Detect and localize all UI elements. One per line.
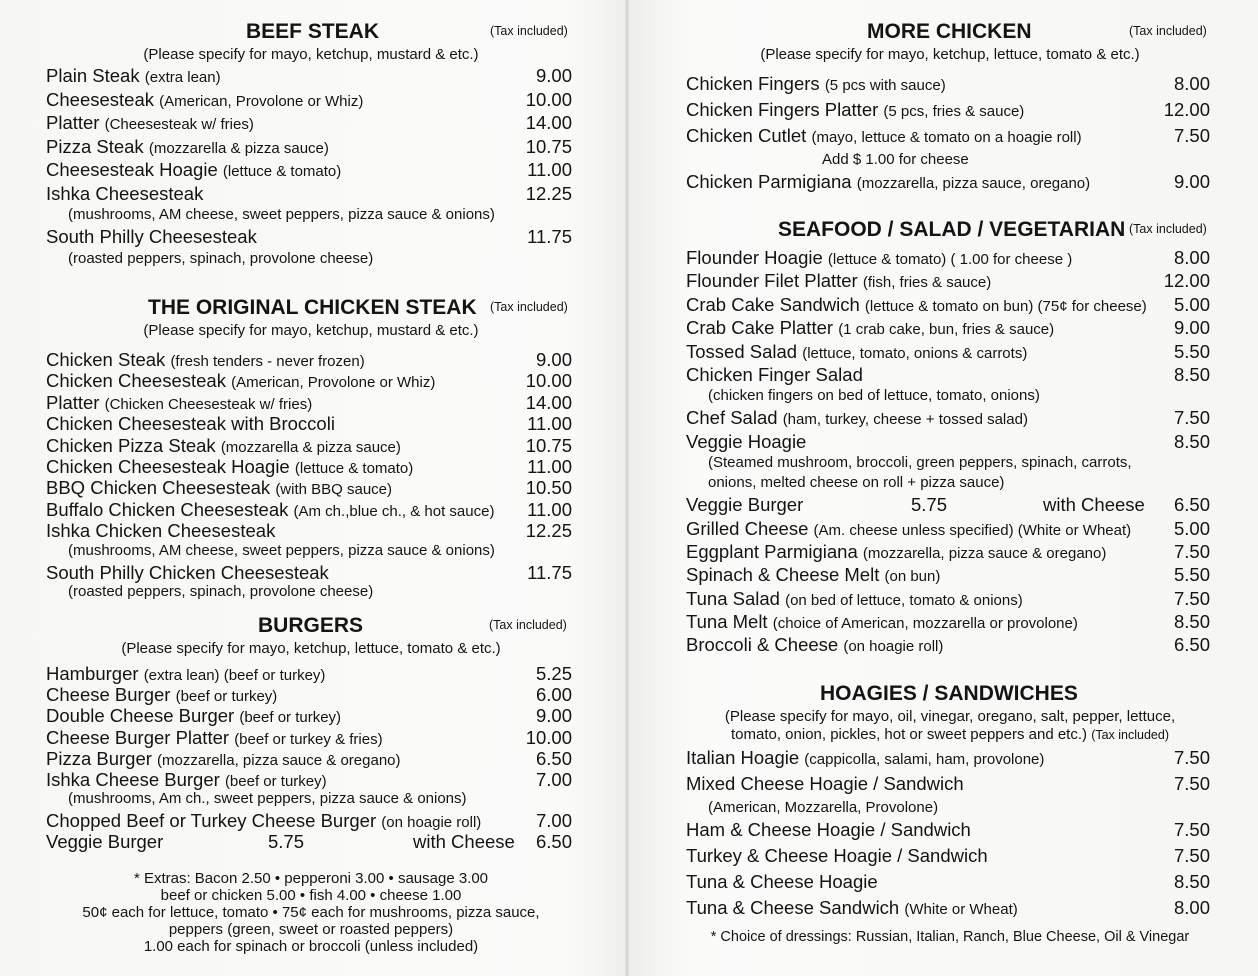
menu-list <box>686 246 1214 657</box>
item-subdescription: (roasted peppers, spinach, provolone cheese) <box>68 582 374 600</box>
burgers-section <box>46 614 576 851</box>
item-description: (fish, fries & sauce) <box>862 274 992 292</box>
item-option: with Cheese <box>413 831 515 853</box>
item-name: Ham & Cheese Hoagie / Sandwich <box>686 819 971 840</box>
menu-item <box>686 818 1214 844</box>
menu-item <box>686 563 1214 586</box>
menu-item <box>686 124 1214 150</box>
item-name: Platter <box>46 112 100 133</box>
menu-item <box>46 391 576 412</box>
item-name-group <box>686 406 1028 431</box>
section-note: (Please specify for mayo, oil, vinegar, oregano, salt, pepper, lettuce, <box>724 708 1176 725</box>
item-name: Plain Steak <box>46 65 140 86</box>
item-price: 9.00 <box>535 65 572 86</box>
item-name: Double Cheese Burger <box>46 705 235 727</box>
item-price: 7.50 <box>1173 407 1210 429</box>
menu-item <box>686 633 1214 656</box>
item-description: (lettuce, tomato, onions & carrots) <box>802 344 1028 362</box>
item-name: Chicken Cheesesteak Hoagie <box>46 455 290 477</box>
item-description: (beef or turkey) <box>175 688 278 706</box>
menu-item <box>46 88 576 112</box>
item-subdescription: (mushrooms, AM cheese, sweet peppers, pizza sauce & onions) <box>68 541 495 559</box>
item-name: Crab Cake Platter <box>686 317 834 339</box>
section-note: (Please specify for mayo, ketchup, mustard & etc.) <box>143 46 479 63</box>
item-name-group <box>46 135 329 160</box>
item-name: Ishka Chicken Cheesesteak <box>46 520 276 542</box>
item-name: Cheese Burger Platter <box>46 726 230 748</box>
item-price: 11.75 <box>527 226 572 247</box>
item-name-group <box>46 768 327 793</box>
item-price: 7.00 <box>535 768 572 790</box>
item-name-group <box>46 225 257 248</box>
item-price: 5.25 <box>535 663 572 684</box>
item-name-group <box>686 540 1106 565</box>
item-name-group <box>686 517 1131 542</box>
section-note: (Please specify for mayo, ketchup, mustard & etc.) <box>143 322 479 339</box>
item-price: 8.50 <box>1173 363 1210 385</box>
menu-item <box>686 517 1214 540</box>
section-header <box>686 682 1214 708</box>
item-name-group <box>686 363 863 386</box>
item-price: 5.00 <box>1173 517 1210 539</box>
item-name-group <box>686 633 943 658</box>
menu-item <box>686 72 1214 98</box>
item-price: 12.25 <box>525 182 572 204</box>
menu-item <box>46 519 576 540</box>
item-subdescription: (Steamed mushroom, broccoli, green peppers, spinach, carrots, <box>708 454 1132 472</box>
item-name-group <box>686 896 1018 921</box>
menu-list <box>686 72 1214 196</box>
more-chicken-section <box>686 20 1214 196</box>
section-title: HOAGIES / SANDWICHES <box>820 682 1078 705</box>
menu-item <box>686 587 1214 610</box>
item-name-group <box>686 430 806 453</box>
beef-steak-section <box>46 20 576 269</box>
item-name: Chicken Fingers <box>686 73 820 94</box>
menu-list <box>46 662 576 830</box>
item-name: Veggie Burger <box>46 831 164 853</box>
extras-line: 50¢ each for lettuce, tomato • 75¢ each for mushrooms, pizza sauce, <box>82 904 540 921</box>
menu-item <box>46 225 576 249</box>
item-name: Chopped Beef or Turkey Cheese Burger <box>46 810 377 832</box>
item-name-group <box>686 340 1027 365</box>
menu-item <box>686 746 1214 772</box>
extras-note <box>46 870 576 955</box>
item-price: 11.75 <box>527 561 572 583</box>
item-price: 6.00 <box>535 684 572 706</box>
item-name-group <box>46 111 254 136</box>
item-subdescription: (American, Mozzarella, Provolone) <box>708 799 939 816</box>
tax-note: (Tax included) <box>489 618 567 632</box>
item-price: 10.00 <box>525 726 572 748</box>
item-name-group <box>686 772 964 795</box>
menu-item <box>46 64 576 88</box>
item-name: Tuna & Cheese Hoagie <box>686 871 878 892</box>
item-name: Ishka Cheese Burger <box>46 768 220 790</box>
menu-item <box>686 430 1214 453</box>
item-description: (lettuce & tomato on bun) (75¢ for cheese) <box>864 297 1147 315</box>
item-name: Chicken Steak <box>46 349 166 370</box>
section-title: BEEF STEAK <box>246 20 380 43</box>
item-name: South Philly Cheesesteak <box>46 226 257 247</box>
extras-line: beef or chicken 5.00 • fish 4.00 • cheese 1.00 <box>160 887 462 904</box>
menu-item <box>686 269 1214 292</box>
item-name: Broccoli & Cheese <box>686 634 839 656</box>
item-option: with Cheese <box>1043 494 1145 516</box>
menu-item <box>46 683 576 704</box>
item-name: Chicken Cheesesteak with Broccoli <box>46 413 335 435</box>
item-description: (on bun) <box>884 568 941 586</box>
item-name: Platter <box>46 391 100 413</box>
item-name: Crab Cake Sandwich <box>686 293 860 315</box>
item-description: (mozzarella, pizza sauce & oregano) <box>157 751 401 769</box>
item-price: 6.50 <box>1173 494 1210 516</box>
item-description: (mozzarella, pizza sauce & oregano) <box>862 544 1107 562</box>
section-header <box>46 20 576 46</box>
item-price: 8.00 <box>1173 247 1210 268</box>
item-name: Mixed Cheese Hoagie / Sandwich <box>686 773 964 794</box>
menu-item <box>46 704 576 725</box>
item-price: 5.75 <box>911 494 948 516</box>
menu-item <box>46 348 576 369</box>
item-description: (5 pcs, fries & sauce) <box>883 103 1025 120</box>
section-title: MORE CHICKEN <box>867 20 1032 43</box>
extras-line: 1.00 each for spinach or broccoli (unless included) <box>143 938 479 955</box>
menu-list <box>686 746 1214 922</box>
menu-item <box>46 662 576 683</box>
item-name: Eggplant Parmigiana <box>686 540 858 562</box>
item-price: 7.50 <box>1173 125 1210 146</box>
item-name-group <box>686 124 1082 149</box>
section-note: (Please specify for mayo, ketchup, lettuce, tomato & etc.) <box>121 640 501 657</box>
dressings-note: * Choice of dressings: Russian, Italian, Ranch, Blue Cheese, Oil & Vinegar <box>710 929 1190 945</box>
item-price: 5.50 <box>1173 340 1210 362</box>
item-description: (Chicken Cheesesteak w/ fries) <box>104 395 313 413</box>
extras-line: peppers (green, sweet or roasted peppers) <box>168 921 454 938</box>
item-name-group <box>686 746 1044 771</box>
item-name-group <box>686 98 1024 123</box>
item-name: Tuna Melt <box>686 611 768 633</box>
item-price: 11.00 <box>527 455 572 477</box>
menu-item <box>46 476 576 497</box>
menu-item <box>46 369 576 390</box>
item-price: 11.00 <box>527 498 572 520</box>
tax-note: (Tax included) <box>490 300 568 314</box>
item-price: 7.00 <box>535 810 572 832</box>
menu-item <box>686 170 1214 196</box>
menu-item <box>686 540 1214 563</box>
item-price: 7.50 <box>1173 747 1210 768</box>
item-name: Pizza Burger <box>46 747 152 769</box>
menu-item <box>46 768 576 789</box>
item-price: 8.00 <box>1173 897 1210 918</box>
item-name: Cheesesteak <box>46 88 154 110</box>
item-name: Cheesesteak Hoagie <box>46 159 218 180</box>
item-addon-note: Add $ 1.00 for cheese <box>822 151 969 168</box>
item-name-group <box>46 519 275 542</box>
item-name-group <box>46 412 335 435</box>
item-name: Chicken Fingers Platter <box>686 99 879 120</box>
item-description: (extra lean) <box>144 69 221 86</box>
item-name: Ishka Cheesesteak <box>46 182 204 204</box>
item-name-group <box>686 818 971 841</box>
item-name: Tossed Salad <box>686 340 798 362</box>
item-price: 6.50 <box>535 747 572 769</box>
item-name-group <box>46 64 221 89</box>
item-subdescription: (mushrooms, AM cheese, sweet peppers, pizza sauce & onions) <box>68 206 495 223</box>
item-price: 11.00 <box>527 159 572 180</box>
item-description: (5 pcs with sauce) <box>824 77 946 94</box>
section-header <box>46 296 576 322</box>
item-price: 10.00 <box>525 370 572 392</box>
menu-item <box>686 610 1214 633</box>
menu-item <box>686 406 1214 429</box>
section-note-line: tomato, onion, pickles, hot or sweet peppers and etc.) <box>730 726 1088 743</box>
page-fold <box>625 0 629 976</box>
item-description: (beef or turkey) <box>224 772 327 790</box>
item-name: Chicken Cheesesteak <box>46 370 226 392</box>
item-price: 8.50 <box>1173 871 1210 892</box>
item-description: (lettuce & tomato) <box>222 163 342 180</box>
item-description: (American, Provolone or Whiz) <box>159 92 364 110</box>
item-description: (mozzarella & pizza sauce) <box>148 139 329 157</box>
item-subdescription: (roasted peppers, spinach, provolone cheese) <box>68 249 374 267</box>
menu-item <box>686 772 1214 798</box>
item-name: Veggie Hoagie <box>686 430 807 452</box>
menu-item <box>686 316 1214 339</box>
item-name: Tuna Salad <box>686 587 780 609</box>
item-description: (choice of American, mozzarella or provolone) <box>772 615 1078 633</box>
item-name: South Philly Chicken Cheesesteak <box>46 561 329 583</box>
section-note <box>686 726 1214 744</box>
item-description: (cappicolla, salami, ham, provolone) <box>804 751 1045 768</box>
item-price: 6.50 <box>535 831 572 853</box>
item-description: (mozzarella & pizza sauce) <box>220 438 401 456</box>
item-description: (on hoagie roll) <box>381 814 482 832</box>
menu-item <box>686 363 1214 386</box>
item-price: 7.50 <box>1173 845 1210 866</box>
item-description: (beef or turkey & fries) <box>234 730 383 748</box>
item-price: 12.00 <box>1163 99 1210 120</box>
item-price: 10.50 <box>525 477 572 499</box>
menu-item <box>46 455 576 476</box>
tax-note: (Tax included) <box>490 24 568 38</box>
item-name: Flounder Filet Platter <box>686 270 858 292</box>
tax-note: (Tax included) <box>1129 222 1207 236</box>
item-name: Veggie Burger <box>686 494 804 516</box>
menu-item <box>46 111 576 135</box>
item-price: 7.50 <box>1173 819 1210 840</box>
item-price: 5.50 <box>1173 564 1210 586</box>
item-price: 10.75 <box>525 135 572 157</box>
item-name: Chicken Parmigiana <box>686 171 852 192</box>
item-description: (on bed of lettuce, tomato & onions) <box>785 591 1023 609</box>
item-price: 5.75 <box>268 831 305 853</box>
item-price: 8.50 <box>1173 430 1210 452</box>
item-price: 12.25 <box>525 520 572 542</box>
menu-item <box>686 293 1214 316</box>
item-description: (Am ch.,blue ch., & hot sauce) <box>293 502 495 520</box>
item-name: Tuna & Cheese Sandwich <box>686 897 900 918</box>
item-description: (American, Provolone or Whiz) <box>231 374 436 392</box>
menu-item <box>686 870 1214 896</box>
item-description: (1 crab cake, bun, fries & sauce) <box>838 321 1055 339</box>
menu-item <box>686 896 1214 922</box>
item-description: (ham, turkey, cheese + tossed salad) <box>782 411 1028 429</box>
menu-item <box>686 246 1214 269</box>
item-name-group <box>46 158 341 183</box>
menu-item <box>46 747 576 768</box>
item-name: BBQ Chicken Cheesesteak <box>46 477 271 499</box>
section-header <box>686 218 1214 246</box>
section-title: SEAFOOD / SALAD / VEGETARIAN <box>778 218 1126 241</box>
item-name-group <box>46 182 203 205</box>
item-description: (mozzarella, pizza sauce, oregano) <box>856 175 1091 192</box>
item-price: 6.50 <box>1173 634 1210 656</box>
item-price: 9.00 <box>1173 317 1210 339</box>
menu-item <box>686 340 1214 363</box>
item-name-group <box>686 316 1054 341</box>
item-name: Chicken Pizza Steak <box>46 434 216 456</box>
item-name: Pizza Steak <box>46 135 144 157</box>
tax-note: (Tax included) <box>1129 24 1207 38</box>
item-name: Cheese Burger <box>46 684 171 706</box>
menu-item <box>46 726 576 747</box>
item-name-group <box>686 610 1078 635</box>
item-description: (with BBQ sauce) <box>275 481 393 499</box>
item-name-group <box>686 72 946 97</box>
menu-item-veggie-burger <box>686 493 1214 516</box>
item-price: 7.50 <box>1173 540 1210 562</box>
menu-item <box>46 412 576 433</box>
item-name-group <box>686 246 1072 271</box>
item-description: (lettuce & tomato) ( 1.00 for cheese ) <box>827 251 1073 268</box>
item-price: 8.50 <box>1173 611 1210 633</box>
item-price: 11.00 <box>527 413 572 435</box>
item-description: (beef or turkey) <box>239 709 342 727</box>
item-price: 9.00 <box>535 349 572 370</box>
item-price: 7.50 <box>1173 587 1210 609</box>
item-name: Italian Hoagie <box>686 747 800 768</box>
item-description: (Am. cheese unless specified) (White or Wheat) <box>813 521 1132 539</box>
item-name-group <box>46 88 363 113</box>
item-name: Turkey & Cheese Hoagie / Sandwich <box>686 845 988 866</box>
item-name-group <box>686 170 1090 195</box>
menu-item <box>46 182 576 206</box>
item-name: Spinach & Cheese Melt <box>686 564 880 586</box>
menu-item <box>46 135 576 159</box>
menu-item <box>46 434 576 455</box>
section-header <box>686 20 1214 46</box>
item-name-group <box>686 269 991 294</box>
item-name-group <box>686 293 1147 318</box>
original-chicken-steak-section <box>46 296 576 602</box>
menu-item <box>46 498 576 519</box>
section-header <box>46 614 576 640</box>
menu-list <box>46 64 576 269</box>
item-subdescription: onions, melted cheese on roll + pizza sauce) <box>708 474 1005 492</box>
item-price: 10.00 <box>525 88 572 110</box>
item-name: Grilled Cheese <box>686 517 809 539</box>
item-name: Flounder Hoagie <box>686 247 823 268</box>
item-description: (fresh tenders - never frozen) <box>170 353 365 370</box>
menu-item <box>46 561 576 582</box>
menu-item-veggie-burger <box>46 830 576 851</box>
item-name-group <box>686 870 878 893</box>
item-price: 5.00 <box>1173 293 1210 315</box>
item-name-group <box>686 587 1023 612</box>
item-price: 8.00 <box>1173 73 1210 94</box>
item-name: Chicken Finger Salad <box>686 363 863 385</box>
item-name-group <box>46 561 329 584</box>
menu-item <box>46 158 576 182</box>
extras-line: * Extras: Bacon 2.50 • pepperoni 3.00 • sausage 3.00 <box>133 870 489 887</box>
item-description: (lettuce & tomato) <box>294 459 414 477</box>
tax-note: (Tax included) <box>1091 728 1170 742</box>
item-subdescription: (mushrooms, Am ch., sweet peppers, pizza sauce & onions) <box>68 790 467 808</box>
item-name-group <box>686 563 940 588</box>
item-description: (mayo, lettuce & tomato on a hoagie roll) <box>811 129 1082 146</box>
menu-item <box>686 844 1214 870</box>
item-price: 14.00 <box>525 391 572 413</box>
item-price: 9.00 <box>1173 171 1210 192</box>
item-name: Chef Salad <box>686 407 778 429</box>
menu-list <box>46 348 576 602</box>
item-price: 7.50 <box>1173 773 1210 794</box>
section-title: BURGERS <box>258 614 364 637</box>
menu-item <box>686 98 1214 124</box>
item-description: (on hoagie roll) <box>843 638 944 656</box>
section-title: THE ORIGINAL CHICKEN STEAK <box>148 296 477 319</box>
item-description: (extra lean) (beef or turkey) <box>143 667 326 684</box>
item-name: Chicken Cutlet <box>686 125 807 146</box>
item-price: 14.00 <box>525 112 572 133</box>
item-price: 9.00 <box>535 705 572 727</box>
section-note: (Please specify for mayo, ketchup, lettuce, tomato & etc.) <box>760 46 1140 63</box>
item-description: (Cheesesteak w/ fries) <box>104 116 254 133</box>
seafood-salad-vegetarian-section <box>686 218 1214 657</box>
item-price: 12.00 <box>1163 270 1210 292</box>
item-name-group <box>686 844 988 867</box>
item-description: (White or Wheat) <box>904 901 1018 918</box>
item-name: Buffalo Chicken Cheesesteak <box>46 498 289 520</box>
item-name: Hamburger <box>46 663 139 684</box>
item-price: 10.75 <box>525 434 572 456</box>
hoagies-sandwiches-section <box>686 682 1214 946</box>
item-subdescription: (chicken fingers on bed of lettuce, tomato, onions) <box>708 387 1040 405</box>
menu-item <box>46 809 576 830</box>
